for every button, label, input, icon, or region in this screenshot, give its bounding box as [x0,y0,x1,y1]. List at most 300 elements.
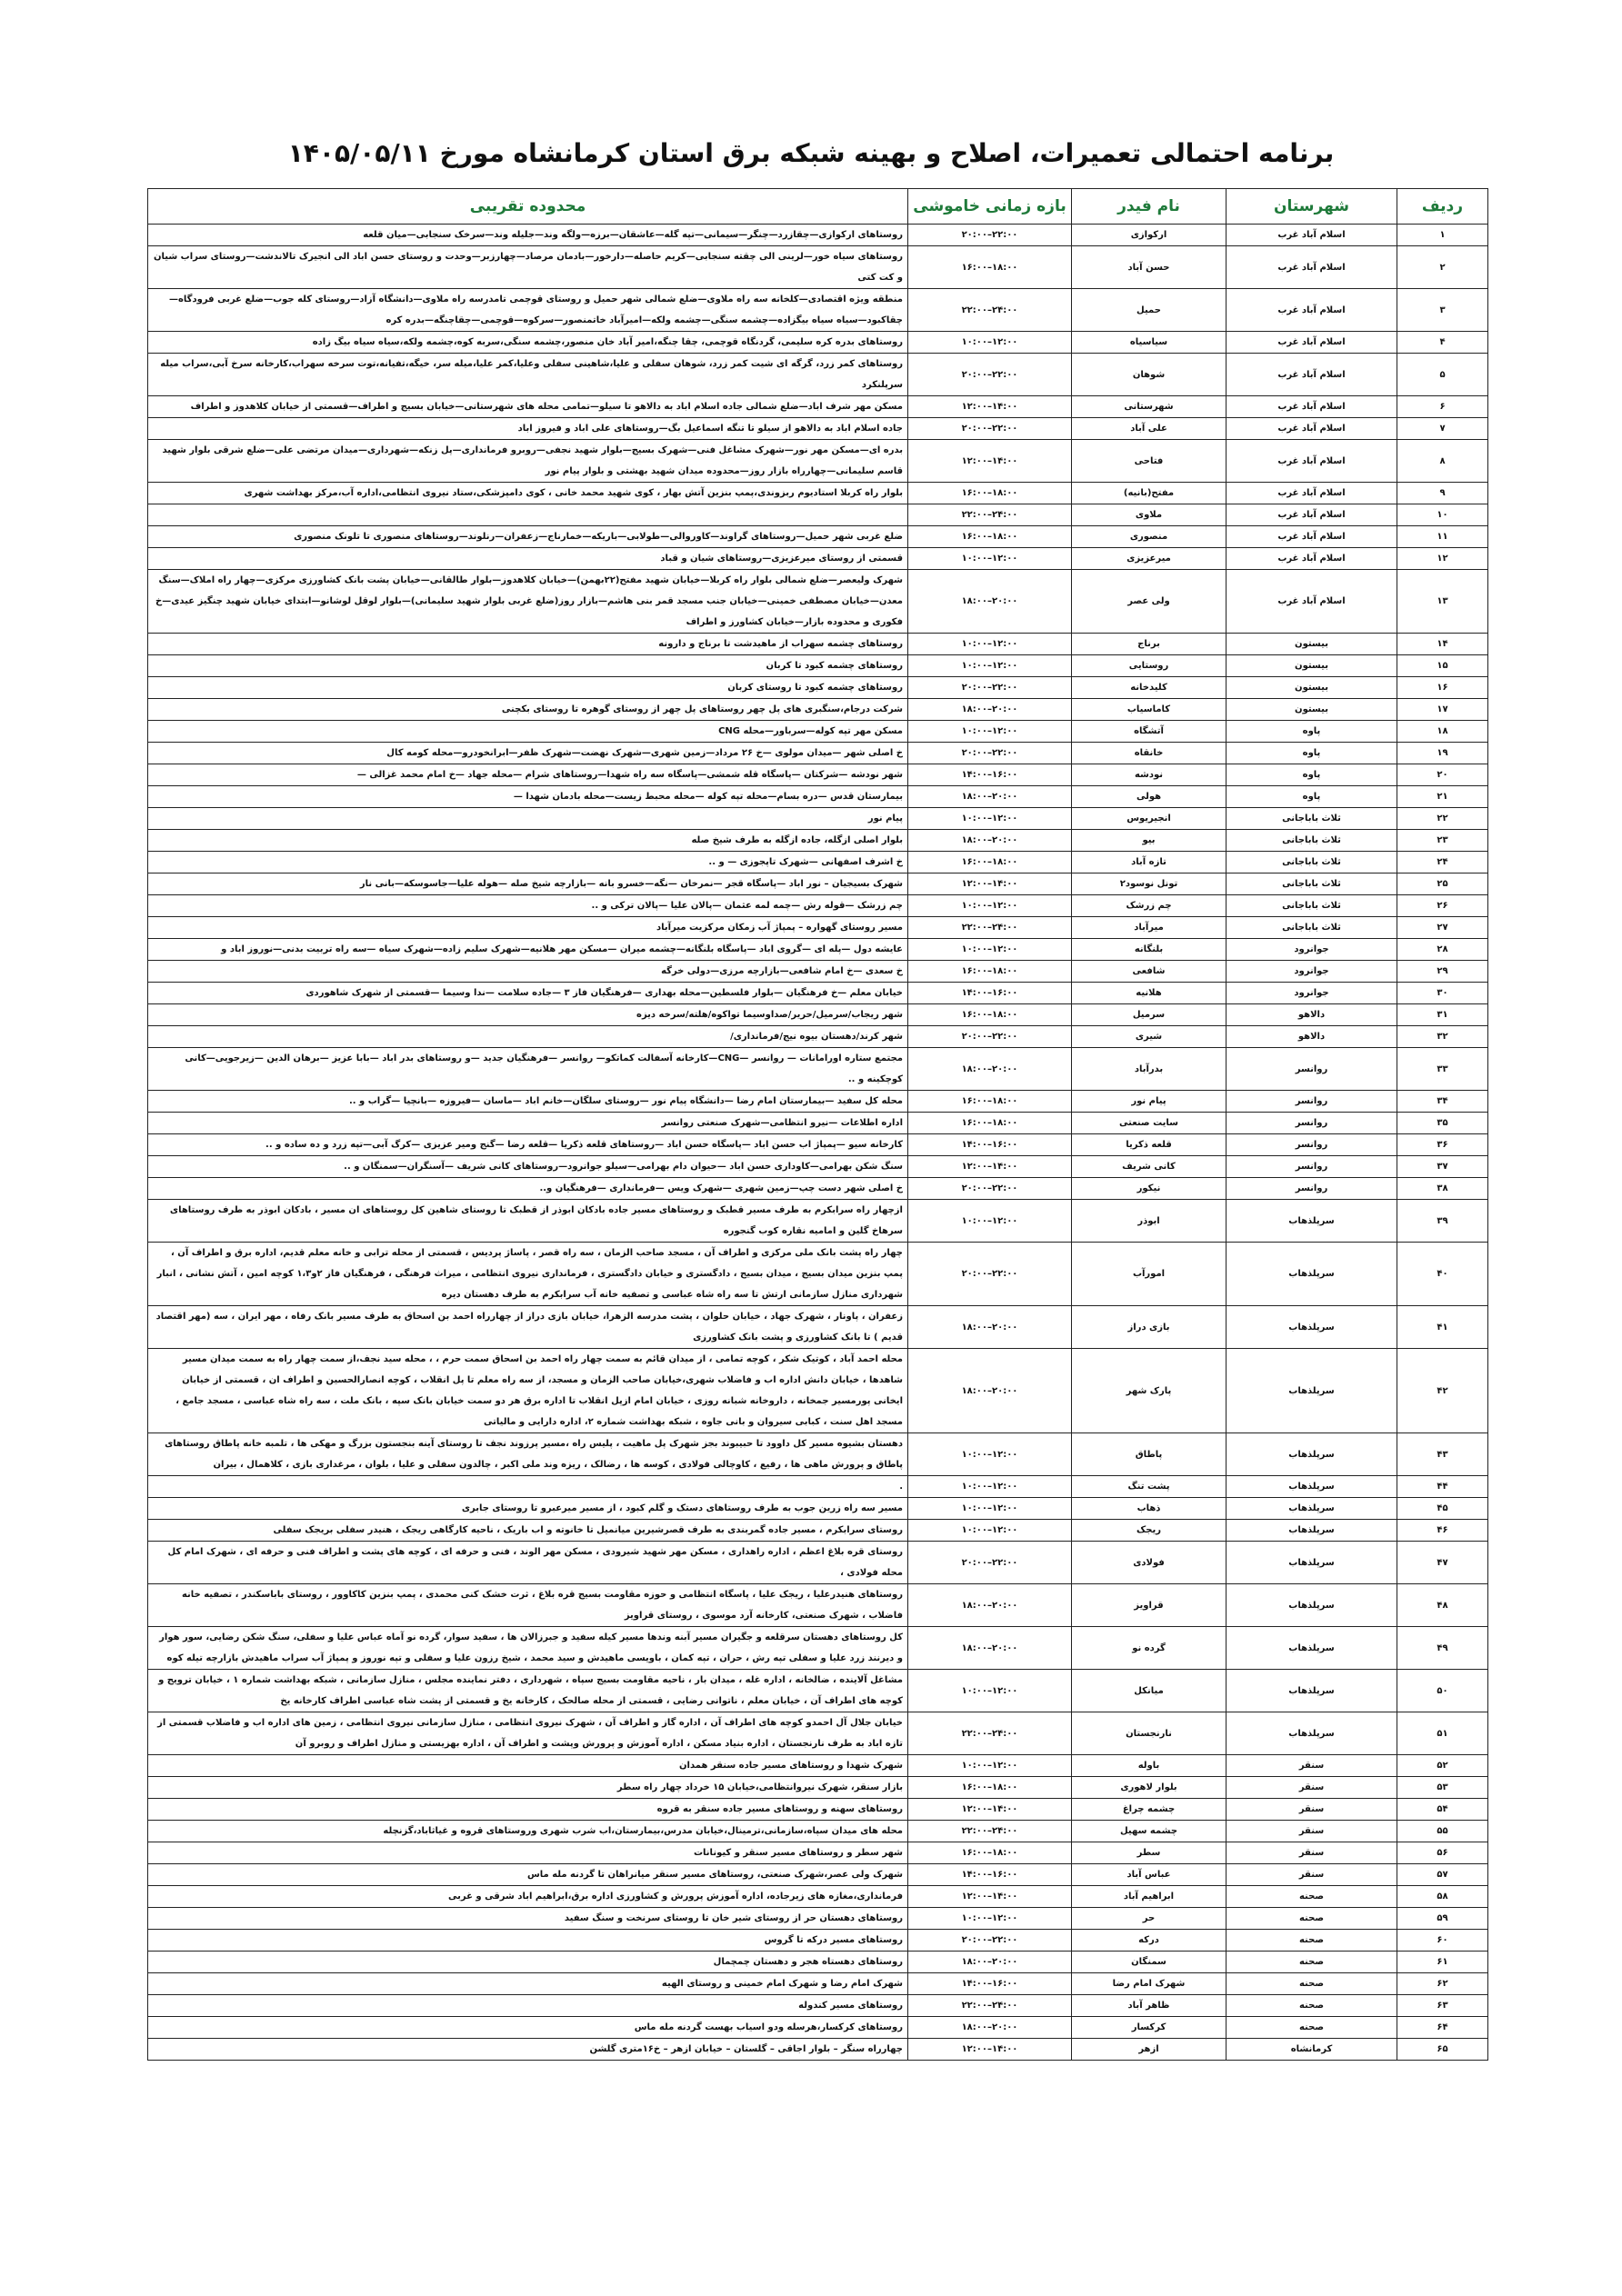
row-city: سنقر [1227,1777,1397,1799]
row-index: ۶۳ [1397,1995,1488,2017]
row-feeder: برناج [1072,634,1227,655]
table-row [148,289,1488,332]
table-row [148,1584,1488,1627]
row-city: کرمانشاه [1227,2039,1397,2061]
row-feeder: چم زرشک [1072,895,1227,917]
row-feeder: بازی دراز [1072,1306,1227,1349]
row-city: پاوه [1227,721,1397,743]
row-index: ۴۴ [1397,1476,1488,1498]
table-row [148,721,1488,743]
row-feeder: سرمیل [1072,1004,1227,1026]
row-city: پاوه [1227,764,1397,786]
row-time: ۱۰:۰۰–۱۲:۰۰ [908,332,1072,354]
row-index: ۳۵ [1397,1113,1488,1134]
row-time: ۱۰:۰۰–۱۲:۰۰ [908,655,1072,677]
row-city: سنقر [1227,1755,1397,1777]
row-index: ۴۳ [1397,1433,1488,1476]
row-area: محله کل سفید —بیمارستان امام رضا —دانشگاه پیام نور —روستای سلگان—خانم اباد —ماسان —فیروزه —بانچیا —گراب و .. [148,1091,908,1113]
row-area: چم زرشک —قوله رش —چمه لمه عثمان —پالان علیا —پالان ترکی و .. [148,895,908,917]
row-area: مجتمع ستاره اورامانات — روانسر —CNG—کارخانه آسفالت کماتکو— روانسر —فرهنگیان جدید —و روستاهای بدر اباد —بابا عزیز —برهان الدین —زیرجویی—کانی کوچکینه و .. [148,1048,908,1091]
row-area: ضلع غربی شهر حمیل—روستاهای گراوند—کاوروالی—طولابی—باریکه—خمارناج—زعفران—رنلوند—روستاهای منصوری تا تلونک منصوری [148,526,908,548]
header-feeder: نام فیدر [1072,189,1227,225]
row-index: ۳۲ [1397,1026,1488,1048]
row-feeder: چشمه چراغ [1072,1799,1227,1821]
row-feeder: میرآباد [1072,917,1227,939]
table-row [148,983,1488,1004]
row-time: ۲۲:۰۰–۲۴:۰۰ [908,1712,1072,1755]
row-time: ۱۰:۰۰–۱۲:۰۰ [908,1476,1072,1498]
row-area: پیام نور [148,808,908,830]
row-city: جوانرود [1227,983,1397,1004]
row-feeder: میانکل [1072,1670,1227,1712]
table-row [148,1048,1488,1091]
table-row [148,1542,1488,1584]
table-row [148,1886,1488,1908]
table-row [148,1627,1488,1670]
row-feeder: روستایی [1072,655,1227,677]
row-area: کل روستاهای دهستان سرقلعه و جگیران مسیر آبنه وندها مسیر کیله سفید و جبرزالان ها ، سفید سوار، گرده نو آماه عباس علیا و سفلی، سنگ شکن رضایی، سور هوار و دیرنند زرد علیا و سفلی تپه رش ، حران ، تپه کمان ، باویسی ماهیدش و سید محمد ، شیخ رزون علیا و سفلی و تپه نوروز و پمپاژ آب سراب ماهیدش بازارچه تیله کوه [148,1627,908,1670]
row-time: ۲۲:۰۰–۲۴:۰۰ [908,1995,1072,2017]
row-city: بیستون [1227,634,1397,655]
table-row [148,1476,1488,1498]
table-row [148,1200,1488,1243]
row-index: ۳۷ [1397,1156,1488,1178]
row-feeder: قلعه ذکریا [1072,1134,1227,1156]
row-area: شهرک ولی عصر،شهرک صنعتی، روستاهای مسیر سنقر میانراهان تا گردنه مله ماس [148,1864,908,1886]
row-time: ۱۰:۰۰–۱۲:۰۰ [908,895,1072,917]
row-time: ۱۶:۰۰–۱۸:۰۰ [908,1113,1072,1134]
row-city: اسلام آباد غرب [1227,483,1397,504]
row-city: ثلاث باباجانی [1227,917,1397,939]
row-feeder: بیو [1072,830,1227,852]
row-index: ۳۶ [1397,1134,1488,1156]
row-city: اسلام آباد غرب [1227,289,1397,332]
row-time: ۲۰:۰۰–۲۲:۰۰ [908,1930,1072,1952]
table-row [148,917,1488,939]
page-title: برنامه احتمالی تعمیرات، اصلاح و بهینه شبکه برق استان کرمانشاه مورخ ۱۴۰۵/۰۵/۱۱ [287,138,1335,168]
row-time: ۲۲:۰۰–۲۴:۰۰ [908,1821,1072,1842]
row-area: روستای قره بلاغ اعظم ، اداره راهداری ، مسکن مهر شهید شیرودی ، مسکن مهر الوند ، فنی و حرفه ای ، کوچه های پشت و اطراف فنی و حرفه ای ، شهرک امام کل محله فولادی ، [148,1542,908,1584]
header-time: بازه زمانی خاموشی [908,189,1072,225]
row-time: ۱۸:۰۰–۲۰:۰۰ [908,1952,1072,1973]
row-city: روانسر [1227,1048,1397,1091]
row-time: ۱۶:۰۰–۱۸:۰۰ [908,246,1072,289]
row-area: شهر سطر و روستاهای مسیر سنقر و کیونانات [148,1842,908,1864]
row-area: مسیر سه راه زرین جوب به طرف روستاهای دستک و گلم کبود ، از مسیر میرعبرو تا روستای جابری [148,1498,908,1520]
row-time: ۱۲:۰۰–۱۴:۰۰ [908,396,1072,418]
row-time: ۱۸:۰۰–۲۰:۰۰ [908,1349,1072,1433]
row-area: شهرک شهدا و روستاهای مسیر جاده سنقر همدان [148,1755,908,1777]
row-city: اسلام آباد غرب [1227,354,1397,396]
row-index: ۵۰ [1397,1670,1488,1712]
row-time: ۱۴:۰۰–۱۶:۰۰ [908,1134,1072,1156]
row-city: اسلام آباد غرب [1227,246,1397,289]
row-index: ۱ [1397,225,1488,246]
row-index: ۱۰ [1397,504,1488,526]
row-index: ۳ [1397,289,1488,332]
row-city: روانسر [1227,1134,1397,1156]
row-feeder: درکه [1072,1930,1227,1952]
row-time: ۱۸:۰۰–۲۰:۰۰ [908,2017,1072,2039]
row-time: ۱۸:۰۰–۲۰:۰۰ [908,1048,1072,1091]
row-area: روستاهای کمر زرد، گرگه ای شیت کمر زرد، شوهان سفلی و علیا،شاهینی سفلی وعلیا،کمر علیا،میله سر، خیگه،تفیانه،توت سرخه سهراب،کارخانه سرخ آبی،سراب میله سرپلنکرد [148,354,908,396]
row-city: دالاهو [1227,1004,1397,1026]
row-time: ۱۰:۰۰–۱۲:۰۰ [908,1670,1072,1712]
row-area: بلوار اصلی ازگله، جاده ازگله به طرف شیخ صله [148,830,908,852]
row-area: روستاهای سهنه و روستاهای مسیر جاده سنقر به قروه [148,1799,908,1821]
row-feeder: خانقاه [1072,743,1227,764]
row-area: محله های میدان سپاه،سازمانی،ترمینال،خیابان مدرس،بیمارستان،اب شرب شهری وروستاهای قروه و غیاثاباد،گزنچله [148,1821,908,1842]
row-index: ۴ [1397,332,1488,354]
row-time: ۱۴:۰۰–۱۶:۰۰ [908,1864,1072,1886]
row-area: محله احمد آباد ، کوتیک شکر ، کوچه تمامی ، از میدان قائم به سمت چهار راه احمد بن اسحاق سمت حرم ، ، محله سید نجف،از سمت چهار راه به سمت میدان مسیر شاهدها ، خیابان دانش اداره اب و فاضلاب شهری،خیابان صاحب الزمان و مسجد، از سه راه معلم تا پل انقلاب ، کوچه انصارالحسین و اطراف ان ، قسمتی از خیابان ایخانی پورمسیر جمخانه ، داروخانه شبانه روزی ، خیابان امام ازپل انقلاب تا اداره برق هر دو سمت خیابان بانک سپه ، بانک ملت ، سه راه شاه عباسی ، مسجد جامع ، مسجد اهل سنت ، کبابی سیروان و بانی جاوه ، شبکه بهداشت شماره ۲، اداره دارایی و مالیاتی [148,1349,908,1433]
row-feeder: ولی عصر [1072,570,1227,634]
row-area: عایشه دول —پله ای —گروی اباد —پاسگاه بلنگانه—چشمه میران —مسکن مهر هلانیه—شهرک سلیم زاده—شهرک سیاه —سه راه تربیت بدنی—نوروز اباد و [148,939,908,961]
row-area: خیابان جلال آل احمدو کوچه های اطراف آن ، اداره گاز و اطراف آن ، شهرک نیروی انتظامی ، منازل سازمانی نیروی انتظامی ، زمین های اداره اب و فاضلاب قسمتی از تازه اباد به طرف نارنجستان ، اداره بنیاد مسکن ، اداره آموزش و پرورش وپشت و اطراف آن ، اداره بهزیستی و منازل اطراف و روبرو آن [148,1712,908,1755]
row-city: ثلاث باباجانی [1227,808,1397,830]
table-row [148,396,1488,418]
row-time: ۱۸:۰۰–۲۰:۰۰ [908,830,1072,852]
row-feeder: ملاوی [1072,504,1227,526]
table-row [148,1026,1488,1048]
table-row [148,808,1488,830]
row-time: ۲۰:۰۰–۲۲:۰۰ [908,1243,1072,1306]
row-index: ۷ [1397,418,1488,440]
row-time: ۲۰:۰۰–۲۲:۰۰ [908,1178,1072,1200]
outage-table-container [147,188,1487,2061]
row-index: ۲۲ [1397,808,1488,830]
row-area: بیمارستان قدس —دره بسام—محله تپه کوله —محله محبط زیست—محله بادمان شهدا — [148,786,908,808]
row-city: سرپلذهاب [1227,1520,1397,1542]
row-area: روستاهای ارکوازی—چقازرد—چنگر—سیمانی—تپه گله—عاشقان—برزه—ولگه وند—جلیله وند—سرخک سنجابی—میان قلعه [148,225,908,246]
row-time: ۱۶:۰۰–۱۸:۰۰ [908,852,1072,873]
row-index: ۱۷ [1397,699,1488,721]
row-area: کارخانه سیو —پمپاژ اب حسن اباد —پاسگاه حسن اباد —روستاهای قلعه ذکریا —قلعه رضا —گنج ومیر عزیزی —کرگ آبی—تپه زرد و ده ساده و .. [148,1134,908,1156]
row-city: صحنه [1227,1995,1397,2017]
row-time: ۱۲:۰۰–۱۴:۰۰ [908,440,1072,483]
row-time: ۱۰:۰۰–۱۲:۰۰ [908,1908,1072,1930]
row-index: ۱۶ [1397,677,1488,699]
header-index: ردیف [1397,189,1488,225]
row-time: ۱۶:۰۰–۱۸:۰۰ [908,1091,1072,1113]
row-index: ۶۰ [1397,1930,1488,1952]
row-city: سرپلذهاب [1227,1243,1397,1306]
row-feeder: شافعی [1072,961,1227,983]
row-index: ۲۴ [1397,852,1488,873]
row-area: روستاهای کرکسار،هرسله ودو اسیاب بهست گردنه مله ماس [148,2017,908,2039]
row-area: فرمانداری،مغازه های زیرجاده، اداره آموزش پرورش و کشاورزی اداره برق،ابراهیم اباد شرقی و غربی [148,1886,908,1908]
row-index: ۱۸ [1397,721,1488,743]
row-index: ۲۱ [1397,786,1488,808]
table-row [148,354,1488,396]
row-time: ۱۲:۰۰–۱۴:۰۰ [908,1886,1072,1908]
table-row [148,225,1488,246]
row-time: ۱۰:۰۰–۱۲:۰۰ [908,548,1072,570]
row-time: ۲۲:۰۰–۲۴:۰۰ [908,504,1072,526]
row-city: صحنه [1227,1908,1397,1930]
row-time: ۲۰:۰۰–۲۲:۰۰ [908,418,1072,440]
row-index: ۴۱ [1397,1306,1488,1349]
table-row [148,1995,1488,2017]
row-time: ۱۰:۰۰–۱۲:۰۰ [908,1520,1072,1542]
table-row [148,1134,1488,1156]
row-time: ۱۶:۰۰–۱۸:۰۰ [908,483,1072,504]
row-time: ۱۰:۰۰–۱۲:۰۰ [908,634,1072,655]
row-city: سنقر [1227,1864,1397,1886]
row-feeder: ابراهیم آباد [1072,1886,1227,1908]
row-feeder: قراویز [1072,1584,1227,1627]
row-area: سنگ شکن بهرامی—کاوداری حسن اباد —حیوان دام بهرامی—سیلو جوانرود—روستاهای کانی شریف —آسنگران—سمنگان و .. [148,1156,908,1178]
row-time: ۱۶:۰۰–۱۸:۰۰ [908,1777,1072,1799]
row-index: ۲۳ [1397,830,1488,852]
row-index: ۴۸ [1397,1584,1488,1627]
row-area: روستاهای مسیر کندوله [148,1995,908,2017]
row-index: ۴۲ [1397,1349,1488,1433]
row-feeder: عباس آباد [1072,1864,1227,1886]
row-area: شهر ریجاب/سرمیل/حریر/صداوسیما تواکوه/هلته/سرخه دیزه [148,1004,908,1026]
row-feeder: نیکور [1072,1178,1227,1200]
row-index: ۵۹ [1397,1908,1488,1930]
row-area: مشاغل آلاینده ، ضالخانه ، اداره غله ، میدان بار ، ناحیه مقاومت بسیج سپاه ، شهرداری ، دفتر نماینده مجلس ، منازل سازمانی ، شبکه بهداشت شماره ۱ ، خیابان ترویج و کوچه های اطراف آن ، خیابان معلم ، ناتوانی رضایی ، قسمتی از محله صالحک ، کارخانه یخ و قسمتی از پشت شاه عباسی اطراف کارخانه یخ [148,1670,908,1712]
table-row [148,830,1488,852]
row-index: ۲۵ [1397,873,1488,895]
row-feeder: نارنجستان [1072,1712,1227,1755]
table-row [148,1821,1488,1842]
row-index: ۳۸ [1397,1178,1488,1200]
table-row [148,504,1488,526]
table-row [148,1113,1488,1134]
row-time: ۱۰:۰۰–۱۲:۰۰ [908,1200,1072,1243]
row-city: سنقر [1227,1821,1397,1842]
row-feeder: کلیدخانه [1072,677,1227,699]
table-row [148,570,1488,634]
row-area: خ اشرف اصفهانی —شهرک تاپجوزی — و .. [148,852,908,873]
row-city: اسلام آباد غرب [1227,570,1397,634]
row-feeder: پارک شهر [1072,1349,1227,1433]
row-index: ۵۲ [1397,1755,1488,1777]
row-city: جوانرود [1227,939,1397,961]
row-feeder: سمنگان [1072,1952,1227,1973]
row-feeder: نودشه [1072,764,1227,786]
row-time: ۱۶:۰۰–۱۸:۰۰ [908,1004,1072,1026]
row-city: اسلام آباد غرب [1227,418,1397,440]
row-city: روانسر [1227,1178,1397,1200]
table-row [148,1091,1488,1113]
row-feeder: هولی [1072,786,1227,808]
row-area: منطقه ویژه اقتصادی—کلخانه سه راه ملاوی—ضلع شمالی شهر حمیل و روستای قوچمی تامدرسه راه ملاوی—دانشگاه آزاد—روستای کله جوب—ضلع غربی فرودگاه—چقاکبود—سیاه سیاه بیگزاده—چشمه سنگی—چشمه ولکه—امیرآباد خاتمنصور—سرکوه—قوچمی—چقاچنگه—بدره کره [148,289,908,332]
table-row [148,1777,1488,1799]
row-area: اداره اطلاعات —نیرو انتظامی—شهرک صنعتی روانسر [148,1113,908,1134]
row-feeder: شهرستانی [1072,396,1227,418]
row-area: خ اصلی شهر دست چپ—زمین شهری —شهرک ویس —فرمانداری —فرهنگیان و.. [148,1178,908,1200]
row-area: دهستان بشیوه مسیر کل داوود تا حبیبوند بجز شهرک پل ماهیت ، پلیس راه ،مسیر پرزوند نجف تا روستای آینه بنجستون بزرگ و مهکی ها ، تلمبه خانه پاطاق روستاهای پاطاق و پرورش ماهی ها ، رفیع ، کاوچالی فولادی ، کوسه ها ، رضالک ، ریزه وند ملی اکبر ، چالدون سفلی و علیا ، بلوان ، مرغداری بازی ، کلاهمال ، بیران [148,1433,908,1476]
row-feeder: تازه آباد [1072,852,1227,873]
row-area: چهارراه سنگر – بلوار اجاقی – گلستان – خیابان ازهر – خ۱۶متری گلشن [148,2039,908,2061]
row-feeder: شهرک امام رضا [1072,1973,1227,1995]
row-area: مسکن مهر شرف اباد—ضلع شمالی جاده اسلام اباد به دالاهو تا سیلو—تمامی محله های شهرستانی—خیابان بسیج و اطراف—قسمتی از خیابان کلاهدوز و اطراف [148,396,908,418]
table-row [148,1864,1488,1886]
row-area: روستای سرابکرم ، مسیر جاده گمربندی به طرف قصرشیرین میانمیل تا خانوته و اب باریک ، ناحیه کارگاهی ریجک ، هنیدر سفلی بریجک سفلی [148,1520,908,1542]
table-row [148,1243,1488,1306]
row-area: روستاهای دهستاه هجر و دهستان چمچمال [148,1952,908,1973]
row-index: ۶ [1397,396,1488,418]
row-city: سرپلذهاب [1227,1433,1397,1476]
table-row [148,526,1488,548]
table-row [148,1755,1488,1777]
row-feeder: هلانیه [1072,983,1227,1004]
table-row [148,1712,1488,1755]
row-time: ۱۰:۰۰–۱۲:۰۰ [908,1433,1072,1476]
row-feeder: فولادی [1072,1542,1227,1584]
row-area: خ اصلی شهر —میدان مولوی —خ ۲۶ مرداد—زمین شهری—شهرک نهضت—شهرک ظفر—ابرانخودرو—محله کومه کال [148,743,908,764]
row-area: . [148,1476,908,1498]
row-index: ۳۰ [1397,983,1488,1004]
row-time: ۱۴:۰۰–۱۶:۰۰ [908,1973,1072,1995]
row-index: ۲ [1397,246,1488,289]
row-feeder: تونل نوسود۲ [1072,873,1227,895]
row-area: شرکت درجام،سنگبری های پل چهر روستاهای پل چهر از روستای گوهره تا روستای بکچنی [148,699,908,721]
table-row [148,2017,1488,2039]
row-city: سرپلذهاب [1227,1306,1397,1349]
row-index: ۱۴ [1397,634,1488,655]
row-feeder: بدرآباد [1072,1048,1227,1091]
row-city: سرپلذهاب [1227,1476,1397,1498]
row-city: بیستون [1227,677,1397,699]
row-time: ۱۰:۰۰–۱۲:۰۰ [908,1755,1072,1777]
row-index: ۳۱ [1397,1004,1488,1026]
row-city: ثلاث باباجانی [1227,852,1397,873]
table-row [148,786,1488,808]
row-city: صحنه [1227,1952,1397,1973]
row-city: سرپلذهاب [1227,1498,1397,1520]
row-area: بلوار راه کربلا استادیوم ربزوندی،پمپ بنزین آتش بهار ، کوی شهید محمد خانی ، کوی دامپزشکی،ستاد نیروی انتظامی،اداره آب،مرکز بهداشت شهری [148,483,908,504]
table-row [148,961,1488,983]
row-time: ۲۲:۰۰–۲۴:۰۰ [908,917,1072,939]
row-area: شهر نودشه —شرکتان —پاسگاه قله شمشی—پاسگاه سه راه شهدا—روستاهای شرام —محله جهاد —خ امام محمد غزالی — [148,764,908,786]
row-city: سرپلذهاب [1227,1584,1397,1627]
row-city: بیستون [1227,699,1397,721]
row-feeder: کرکسار [1072,2017,1227,2039]
row-time: ۱۲:۰۰–۱۴:۰۰ [908,1156,1072,1178]
row-feeder: شیری [1072,1026,1227,1048]
row-area: خ سعدی —خ امام شافعی—بازارچه مرزی—دولی خرگه [148,961,908,983]
row-city: ثلاث باباجانی [1227,895,1397,917]
row-area: روستاهای سیاه خور—لرینی الی چقته سنجابی—کریم حاصله—دارخور—بادمان مرصاد—چهارزبر—وحدت و روستای حسن اباد الی انجیرک تالاندشت—روستای سراب شیان و کت کتی [148,246,908,289]
row-time: ۱۲:۰۰–۱۴:۰۰ [908,873,1072,895]
row-index: ۱۵ [1397,655,1488,677]
row-city: سرپلذهاب [1227,1670,1397,1712]
table-row [148,634,1488,655]
row-feeder: گرده نو [1072,1627,1227,1670]
row-time: ۱۸:۰۰–۲۰:۰۰ [908,1627,1072,1670]
row-feeder: پشت تنگ [1072,1476,1227,1498]
row-city: سرپلذهاب [1227,1712,1397,1755]
table-row [148,677,1488,699]
table-row [148,939,1488,961]
row-city: اسلام آباد غرب [1227,396,1397,418]
table-row [148,699,1488,721]
row-area: روستاهای چشمه کبود تا کربان [148,655,908,677]
row-index: ۴۹ [1397,1627,1488,1670]
row-feeder: ازهر [1072,2039,1227,2061]
row-area: روستاهای مسیر درکه تا گروس [148,1930,908,1952]
row-feeder: سایت صنعتی [1072,1113,1227,1134]
row-index: ۱۳ [1397,570,1488,634]
row-city: صحنه [1227,2017,1397,2039]
row-area: قسمتی از روستای میرعزیزی—روستاهای شیان و قباد [148,548,908,570]
table-body [148,225,1488,2061]
row-feeder: سطر [1072,1842,1227,1864]
table-row [148,2039,1488,2061]
row-area: روستاهای هنیدرعلیا ، ریجک علیا ، پاسگاه انتظامی و حوزه مقاومت بسیج قره بلاغ ، ثرت خشک کنی محمدی ، پمپ بنزین کاکاوور ، روستای باباسکندر ، تصفیه خانه فاضلاب ، شهرک صنعتی، کارخانه آرد موسوی ، روستای قراویز [148,1584,908,1627]
row-feeder: منصوری [1072,526,1227,548]
row-time: ۱۸:۰۰–۲۰:۰۰ [908,699,1072,721]
row-city: سرپلذهاب [1227,1200,1397,1243]
row-feeder: چشمه سهیل [1072,1821,1227,1842]
table-row [148,743,1488,764]
row-feeder: آتشگاه [1072,721,1227,743]
row-time: ۱۸:۰۰–۲۰:۰۰ [908,1306,1072,1349]
row-feeder: انجیریوس [1072,808,1227,830]
row-time: ۲۲:۰۰–۲۴:۰۰ [908,289,1072,332]
row-feeder: امورآب [1072,1243,1227,1306]
row-index: ۶۱ [1397,1952,1488,1973]
table-row [148,895,1488,917]
row-index: ۵۷ [1397,1864,1488,1886]
row-city: روانسر [1227,1156,1397,1178]
table-row [148,440,1488,483]
table-row [148,246,1488,289]
row-feeder: علی آباد [1072,418,1227,440]
row-area: روستاهای بدره کره سلیمی، گردنگاه قوچمی، چقا چنگه،امیر آباد خان منصور،چشمه سنگی،سربه کوه،چشمه ولکه،سیاه سیاه بیگ زاده [148,332,908,354]
row-index: ۶۴ [1397,2017,1488,2039]
row-index: ۱۲ [1397,548,1488,570]
row-city: سنقر [1227,1842,1397,1864]
row-index: ۲۸ [1397,939,1488,961]
row-city: سرپلذهاب [1227,1627,1397,1670]
row-area: شهرک بسیجیان – نور اباد —پاسگاه قجر —نمرخان —نگه—خسرو بانه —بازارچه شیخ صله —هوله علیا—جاسوسکه—بانی نار [148,873,908,895]
row-feeder: حر [1072,1908,1227,1930]
row-feeder: ظاهر آباد [1072,1995,1227,2017]
row-area: روستاهای دهستان حر از روستای شیر خان تا روستای سرنخت و سنگ سفید [148,1908,908,1930]
table-row [148,1004,1488,1026]
row-index: ۵۸ [1397,1886,1488,1908]
table-row [148,764,1488,786]
row-time: ۱۶:۰۰–۱۸:۰۰ [908,526,1072,548]
row-city: روانسر [1227,1113,1397,1134]
row-city: اسلام آباد غرب [1227,440,1397,483]
row-city: اسلام آباد غرب [1227,548,1397,570]
row-feeder: شوهان [1072,354,1227,396]
row-index: ۲۷ [1397,917,1488,939]
row-time: ۲۰:۰۰–۲۲:۰۰ [908,677,1072,699]
row-time: ۲۰:۰۰–۲۲:۰۰ [908,354,1072,396]
row-feeder: ابوذر [1072,1200,1227,1243]
row-index: ۲۰ [1397,764,1488,786]
row-time: ۲۰:۰۰–۲۲:۰۰ [908,743,1072,764]
header-city: شهرستان [1227,189,1397,225]
row-feeder: سیاسیاه [1072,332,1227,354]
row-feeder: پاطاق [1072,1433,1227,1476]
row-feeder: فتاحی [1072,440,1227,483]
row-feeder: میرعزیزی [1072,548,1227,570]
row-time: ۱۰:۰۰–۱۲:۰۰ [908,721,1072,743]
row-index: ۵۳ [1397,1777,1488,1799]
row-feeder: ارکوازی [1072,225,1227,246]
row-city: دالاهو [1227,1026,1397,1048]
table-row [148,548,1488,570]
table-row [148,1799,1488,1821]
